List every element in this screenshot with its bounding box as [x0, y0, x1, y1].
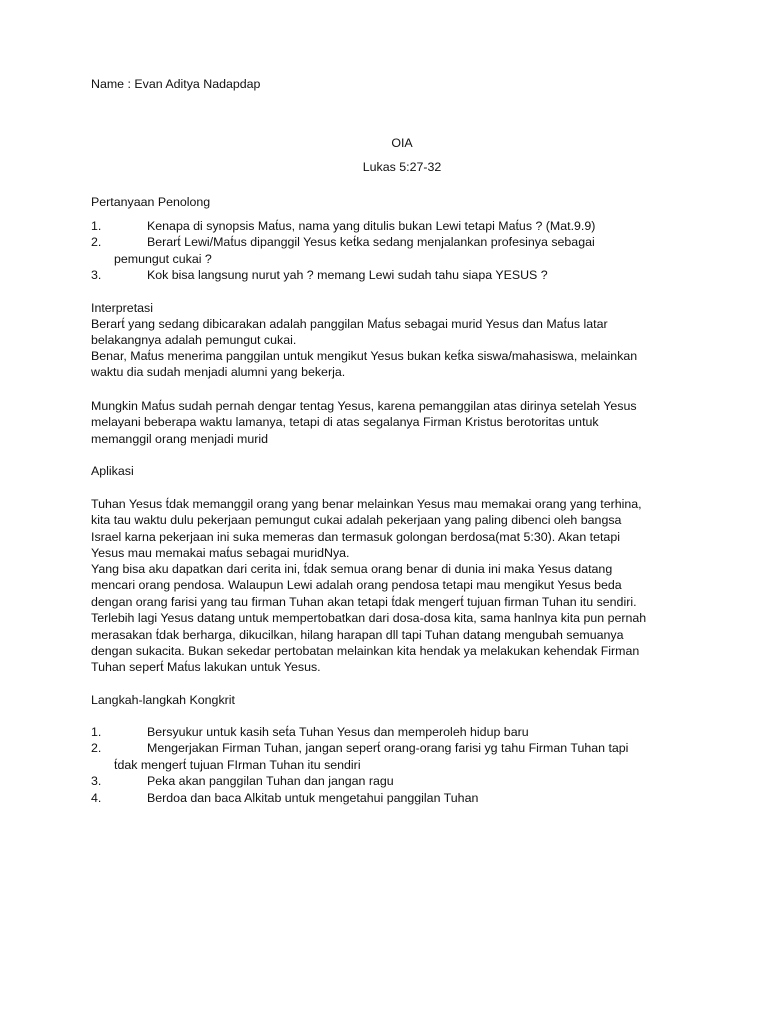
list-item-text: Bersyukur untuk kasih set́a Tuhan Yesus dan memperoleh hidup baru [147, 725, 529, 739]
list-item [91, 790, 651, 806]
list-item-text: Kok bisa langsung nurut yah ? memang Lewi sudah tahu siapa YESUS ? [147, 268, 548, 283]
scripture-reference: Lukas 5:27-32 [362, 160, 442, 175]
list-item-text: Mengerjakan Firman Tuhan, jangan sepert́ orang-orang farisi yg tahu Firman Tuhan tapi t́dak mengert́ tujuan FIrman Tuhan itu sendiri [114, 741, 629, 772]
langkah-heading: Langkah-langkah Kongkrit [91, 693, 235, 707]
langkah-list [91, 724, 651, 806]
list-item-number: 4. [91, 790, 102, 805]
aplikasi-heading: Aplikasi [91, 464, 134, 478]
pertanyaan-list [91, 218, 651, 284]
list-item-number: 1. [91, 219, 102, 233]
interpretasi-paragraph-2: Benar, Mat́us menerima panggilan untuk mengikut Yesus bukan ket́ka siswa/mahasiswa, melainkan waktu dia sudah menjadi alumni yang bekerja. [91, 349, 638, 380]
list-item [91, 234, 651, 267]
interpretasi-paragraph-3: Mungkin Mat́us sudah pernah dengar tentag Yesus, karena pemanggilan atas dirinya setelah Yesus melayani beberapa waktu lamanya, tetapi di atas segalanya Firman Kristus berotoritas untuk memanggil orang menjadi murid [91, 399, 637, 446]
list-item-text: Berdoa dan baca Alkitab untuk mengetahui panggilan Tuhan [147, 790, 479, 805]
aplikasi-paragraph-1: Tuhan Yesus t́dak memanggil orang yang benar melainkan Yesus mau memakai orang yang terhina, kita tau waktu dulu pekerjaan pemungut cukai adalah pekerjaan yang paling dibenci oleh bangsa Israel karna pekerjaan ini suka memeras dan termasuk golongan berdosa(mat 5:30). Akan tetapi Yesus mau memakai mat́us sebagai muridNya. [91, 497, 642, 561]
interpretasi-paragraph-1: Berart́ yang sedang dibicarakan adalah panggilan Mat́us sebagai murid Yesus dan Mat́us latar belakangnya adalah pemungut cukai. [91, 317, 608, 348]
list-item-text: Berart́ Lewi/Mat́us dipanggil Yesus ket́ka sedang menjalankan profesinya sebagai pemungut cukai ? [114, 235, 595, 266]
list-item [91, 724, 651, 740]
list-item-text: Kenapa di synopsis Mat́us, nama yang ditulis bukan Lewi tetapi Mat́us ? (Mat.9.9) [147, 219, 596, 233]
list-item-number: 2. [91, 235, 102, 250]
author-name-line: Name : Evan Aditya Nadapdap [91, 77, 261, 91]
list-item-number: 3. [91, 268, 102, 283]
pertanyaan-heading: Pertanyaan Penolong [91, 195, 211, 209]
list-item [91, 218, 651, 234]
list-item [91, 740, 651, 773]
list-item-number: 3. [91, 774, 102, 789]
list-item-text: Peka akan panggilan Tuhan dan jangan ragu [147, 774, 394, 789]
document-title: OIA [391, 136, 413, 151]
list-item [91, 773, 651, 789]
list-item-number: 1. [91, 725, 102, 739]
aplikasi-paragraph-2: Yang bisa aku dapatkan dari cerita ini, t́dak semua orang benar di dunia ini maka Yesus datang mencari orang pendosa. Walaupun Lewi adalah orang pendosa tetapi mau mengikut Yesus beda dengan orang farisi yang tau firman Tuhan akan tetapi t́dak mengert́ tujuan firman Tuhan itu sendiri. Terlebih lagi Yesus datang untuk mempertobatkan dari dosa-dosa kita, sama hanlnya kita pun pernah merasakan t́dak berharga, dikucilkan, hilang harapan dll tapi Tuhan datang mengubah semuanya dengan sukacita. Bukan sekedar pertobatan melainkan kita hendak ya melakukan kehendak Firman Tuhan sepert́ Mat́us lakukan untuk Yesus. [91, 562, 647, 675]
list-item [91, 267, 651, 283]
interpretasi-heading: Interpretasi [91, 301, 153, 315]
list-item-number: 2. [91, 741, 102, 756]
